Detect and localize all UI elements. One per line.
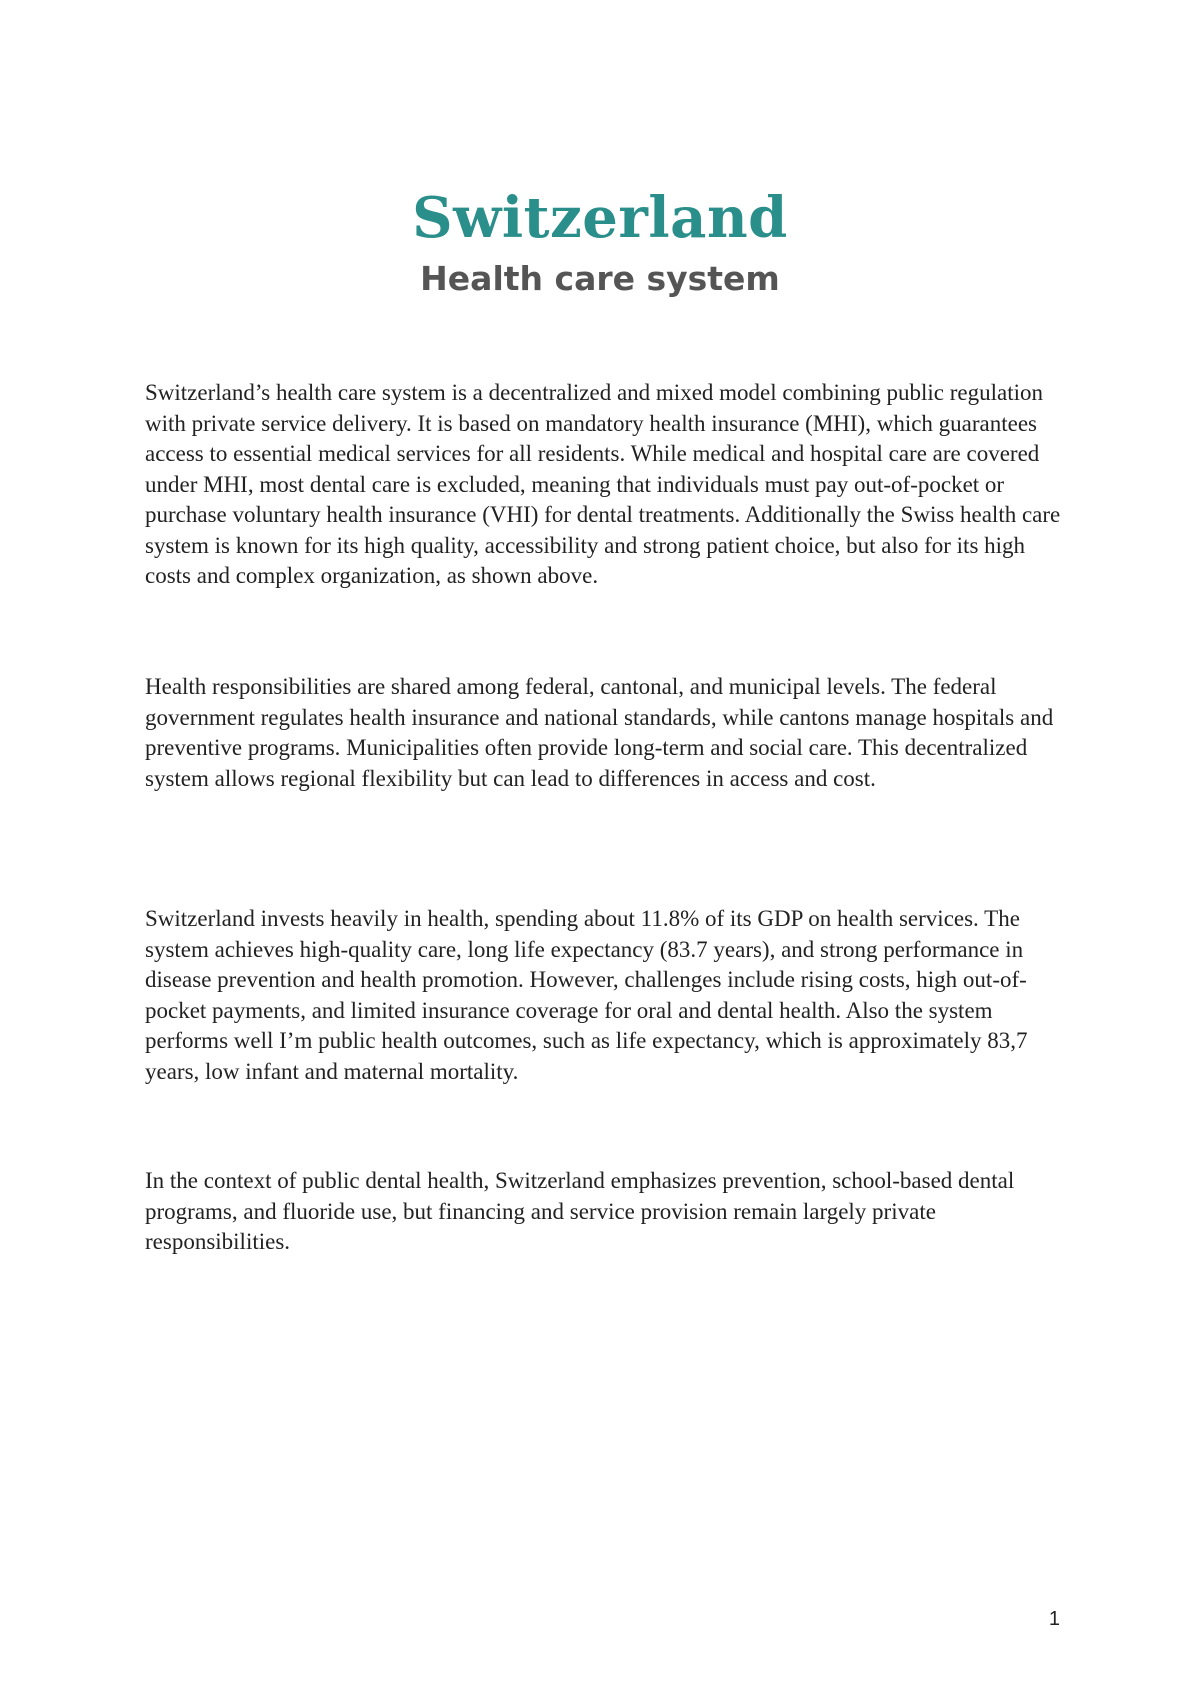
paragraph-dental-health: In the context of public dental health, Switzerland emphasizes prevention, school-based dental programs, and fluoride use, but financing and service provision remain largely private responsibilities. [145, 1168, 1015, 1254]
paragraph-spending: Switzerland invests heavily in health, spending about 11.8% of its GDP on health services. The system achieves high-quality care, long life expectancy (83.7 years), and strong performance in disease prevention and health promotion. However, challenges include rising costs, high out-of-pocket payments, and limited insurance coverage for oral and dental health. Also the system performs well I’m public health outcomes, such as life expectancy, which is approximately 83,7 years, low infant and maternal mortality. [145, 906, 1028, 1084]
page-subtitle: Health care system [420, 259, 780, 298]
paragraph-responsibilities: Health responsibilities are shared among federal, cantonal, and municipal levels. The federal government regulates health insurance and national standards, while cantons manage hospitals and preventive programs. Municipalities often provide long-term and social care. This decentralized system allows regional flexibility but can lead to differences in access and cost. [145, 674, 1054, 791]
paragraph-overview: Switzerland’s health care system is a decentralized and mixed model combining public regulation with private service delivery. It is based on mandatory health insurance (MHI), which guarantees access to essential medical services for all residents. While medical and hospital care are covered under MHI, most dental care is excluded, meaning that individuals must pay out-of-pocket or purchase voluntary health insurance (VHI) for dental treatments. Additionally the Swiss health care system is known for its high quality, accessibility and strong patient choice, but also for its high costs and complex organization, as shown above. [145, 380, 1061, 588]
page-title: Switzerland [412, 185, 788, 251]
page-number: 1 [1048, 1608, 1060, 1630]
